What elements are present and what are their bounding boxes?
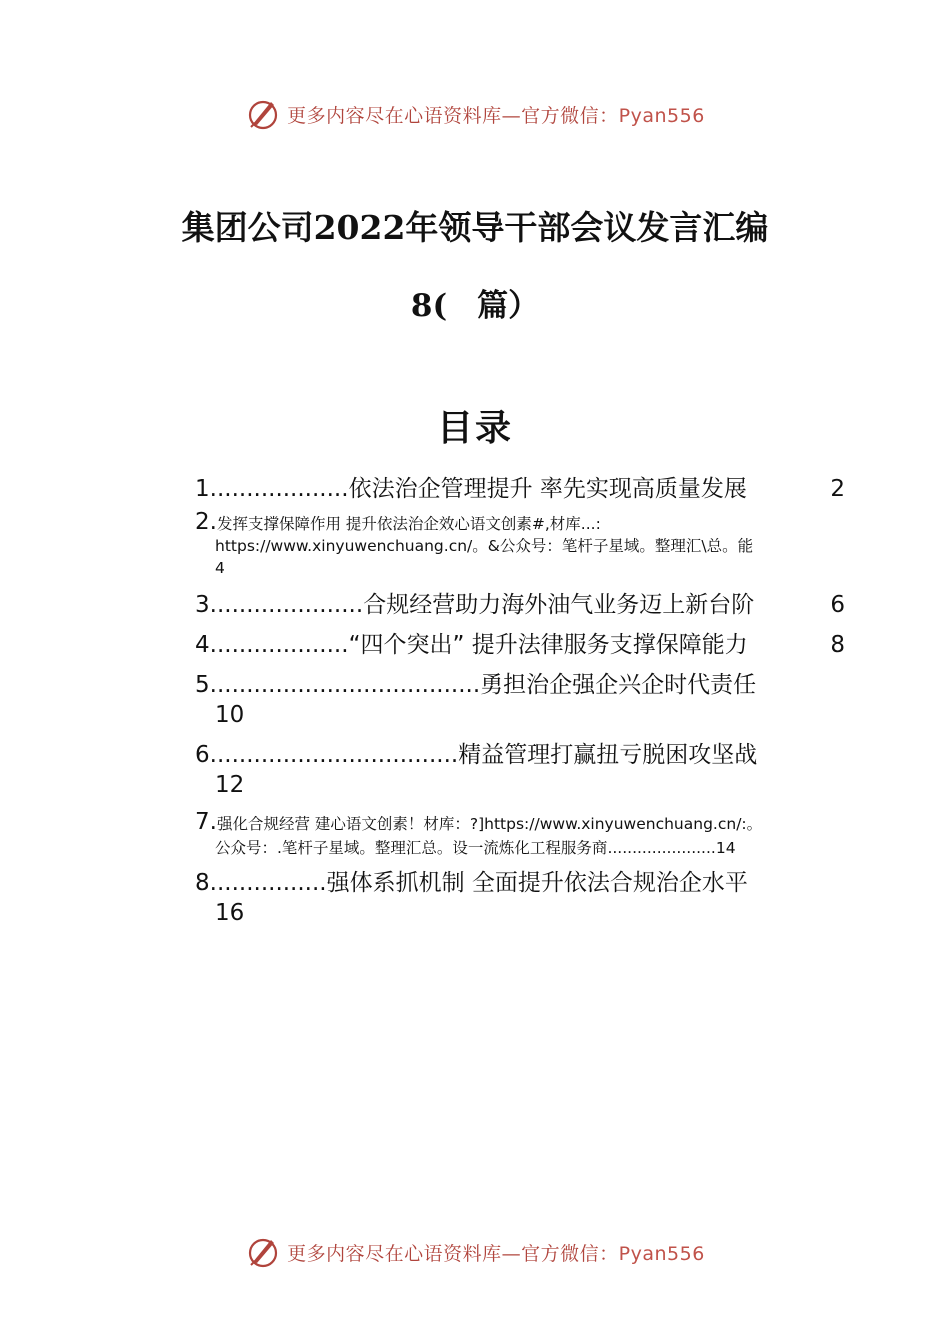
toc-entry-1[interactable]: 1...................依法治企管理提升 率先实现高质量发展 2	[195, 476, 845, 502]
toc-entry-3[interactable]: 3.....................合规经营助力海外油气业务迈上新台阶 6	[195, 592, 845, 618]
toc-page-number: 10	[215, 702, 245, 728]
quill-pen-logo-icon	[245, 1234, 281, 1270]
toc-entry-line: https://www.xinyuwenchuang.cn/。&公众号：笔杆子星域。整理汇\总。能	[215, 537, 754, 555]
banner-handle: Pyan556	[618, 1242, 705, 1265]
toc-entry-title: 发挥支撑保障作用 提升依法治企效心语文创素#,材库...:	[216, 515, 601, 533]
toc-page-number: 14	[715, 839, 736, 857]
banner-text: 更多内容尽在心语资料库—官方微信：Pyan556	[287, 1242, 705, 1265]
toc-entry-4[interactable]: 4...................“四个突出” 提升法律服务支撑保障能力 8	[195, 632, 845, 658]
toc-entry-title: 强化合规经营 建心语文创素！材库：?]https://www.xinyuwenchuang.cn/:。	[216, 815, 763, 833]
footer-banner	[0, 1232, 950, 1272]
toc-entry-title: 合规经营助力海外油气业务迈上新台阶	[363, 592, 755, 618]
toc-page-number: 6	[830, 592, 845, 618]
toc-page-number: 2	[830, 476, 845, 502]
toc-entry-title: 强体系抓机制 全面提升依法合规治企水平	[326, 870, 748, 896]
toc-entry-title: 精益管理打赢扭亏脱困攻坚战	[458, 742, 758, 768]
toc-page-number: 4	[215, 559, 225, 577]
subtitle-count: 8(	[410, 288, 448, 324]
toc-entry-title: 依法治企管理提升 率先实现高质量发展	[348, 476, 747, 502]
toc-page-number: 8	[830, 632, 845, 658]
quill-pen-logo-icon	[245, 96, 281, 132]
toc-entry-title: 勇担治企强企兴企时代责任	[480, 672, 757, 698]
toc-entry-title: “四个突出” 提升法律服务支撑保障能力	[348, 632, 748, 658]
toc-page-number: 12	[215, 772, 245, 798]
document-title: 集团公司2022年领导干部会议发言汇编	[181, 208, 769, 247]
toc-page-number: 16	[215, 900, 245, 926]
toc-entry-line: 公众号：.笔杆子星域。整理汇总。设一流炼化工程服务商......................14	[215, 839, 736, 857]
toc-entry-6[interactable]: 6..................................精益管理打赢扭亏脱困攻坚战 12	[195, 740, 845, 800]
toc-entry-5[interactable]: 5.....................................勇担治企强企兴企时代责任 10	[195, 670, 845, 730]
document-subtitle	[0, 280, 950, 325]
banner-handle: Pyan556	[618, 104, 705, 127]
banner-text: 更多内容尽在心语资料库—官方微信：Pyan556	[287, 104, 705, 127]
subtitle-unit: 篇）	[477, 288, 540, 324]
toc-entry-8[interactable]: 8................强体系抓机制 全面提升依法合规治企水平 16	[195, 868, 845, 928]
toc-entry-2[interactable]: 2.发挥支撑保障作用 提升依法治企效心语文创素#,材库...: https://www.xinyuwenchuang.cn/。&公众号：笔杆子星域。整理汇\总。能 4	[195, 510, 845, 578]
toc-entry-7[interactable]: 7.强化合规经营 建心语文创素！材库：?]https://www.xinyuwenchuang.cn/:。 公众号：.笔杆子星域。整理汇总。设一流炼化工程服务商......................14	[195, 810, 845, 860]
toc-heading: 目录	[436, 407, 513, 449]
header-banner	[0, 94, 950, 134]
